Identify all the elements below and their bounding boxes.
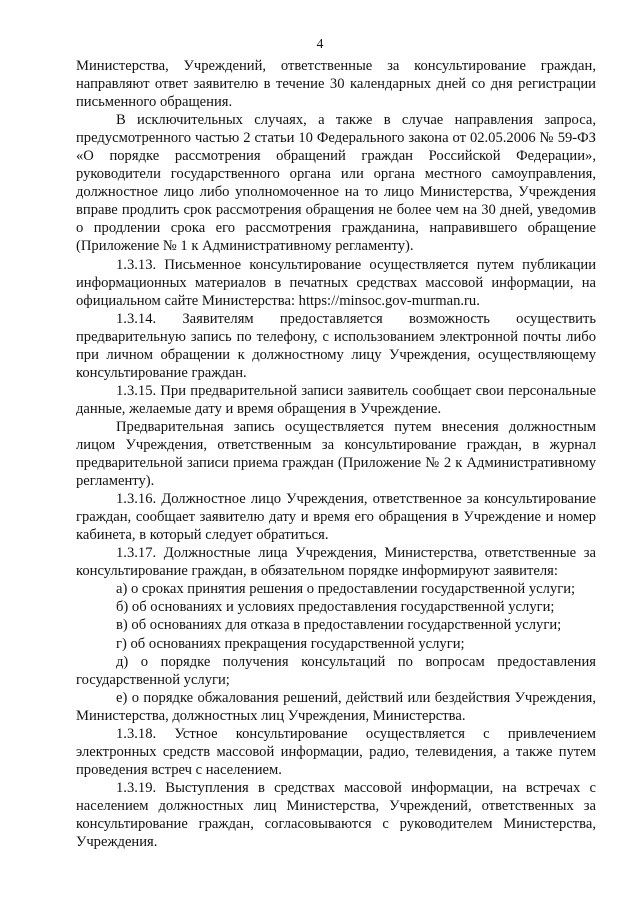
paragraph-1-3-15: 1.3.15. При предварительной записи заявитель сообщает свои персональные данные, желаемые дату и время обращения в Учреждение. bbox=[76, 382, 596, 417]
paragraph-1-3-13: 1.3.13. Письменное консультирование осуществляется путем публикации информационных материалов в печатных средствах массовой информации, на официальном сайте Министерства: https://minsoc.gov-murman.ru. bbox=[76, 256, 596, 309]
paragraph-1-3-14: 1.3.14. Заявителям предоставляется возможность осуществить предварительную запись по телефону, с использованием электронной почты либо при личном обращении к должностному лицу Учреждения, осуществляющему консультирование граждан. bbox=[76, 310, 596, 381]
paragraph-preliminary-record: Предварительная запись осуществляется путем внесения должностным лицом Учреждения, ответственным за консультирование граждан, в журнал предварительной записи приема граждан (Приложение № 2 к Административному регламенту). bbox=[76, 418, 596, 490]
list-item-b: б) об основаниях и условиях предоставления государственной услуги; bbox=[116, 599, 555, 616]
paragraph-1-3-19: 1.3.19. Выступления в средствах массовой информации, на встречах с населением должностных лиц Министерства, Учреждений, ответственных за консультирование граждан, согласовываются с руководителем Министерства, Учреждения. bbox=[76, 779, 596, 851]
paragraph-response-deadline: Министерства, Учреждений, ответственные за консультирование граждан, направляют ответ заявителю в течение 30 календарных дней со дня регистрации письменного обращения. bbox=[76, 58, 596, 111]
list-item-a: а) о сроках принятия решения о предоставлении государственной услуги; bbox=[116, 581, 576, 598]
list-item-v: в) об основаниях для отказа в предоставлении государственной услуги; bbox=[116, 617, 562, 634]
page-number: 4 bbox=[316, 36, 324, 51]
paragraph-1-3-18: 1.3.18. Устное консультирование осуществляется с привлечением электронных средств массовой информации, радио, телевидения, а также путем проведения встреч с населением. bbox=[76, 725, 596, 778]
paragraph-1-3-17: 1.3.17. Должностные лица Учреждения, Министерства, ответственные за консультирование граждан, в обязательном порядке информируют заявителя: bbox=[76, 545, 596, 580]
list-item-d: д) о порядке получения консультаций по вопросам предоставления государственной услуги; bbox=[76, 653, 596, 688]
document-body bbox=[76, 57, 596, 851]
list-item-g: г) об основаниях прекращения государственной услуги; bbox=[116, 635, 465, 652]
paragraph-1-3-16: 1.3.16. Должностное лицо Учреждения, ответственное за консультирование граждан, сообщает заявителю дату и время его обращения в Учреждение и номер кабинета, в который следует обратиться. bbox=[76, 491, 596, 544]
paragraph-extension-cases: В исключительных случаях, а также в случае направления запроса, предусмотренного частью 2 статьи 10 Федерального закона от 02.05.2006 № 59-ФЗ «О порядке рассмотрения обращений граждан Российской Федерации», руководители государственного органа или органа местного самоуправления, должностное лицо либо уполномоченное на то лицо Министерства, Учреждения вправе продлить срок рассмотрения обращения не более чем на 30 дней, уведомив о продлении срока его рассмотрения гражданина, направившего обращение (Приложение № 1 к Административному регламенту). bbox=[76, 112, 596, 255]
list-item-e: е) о порядке обжалования решений, действий или бездействия Учреждения, Министерства, должностных лиц Учреждения, Министерства. bbox=[76, 689, 596, 724]
